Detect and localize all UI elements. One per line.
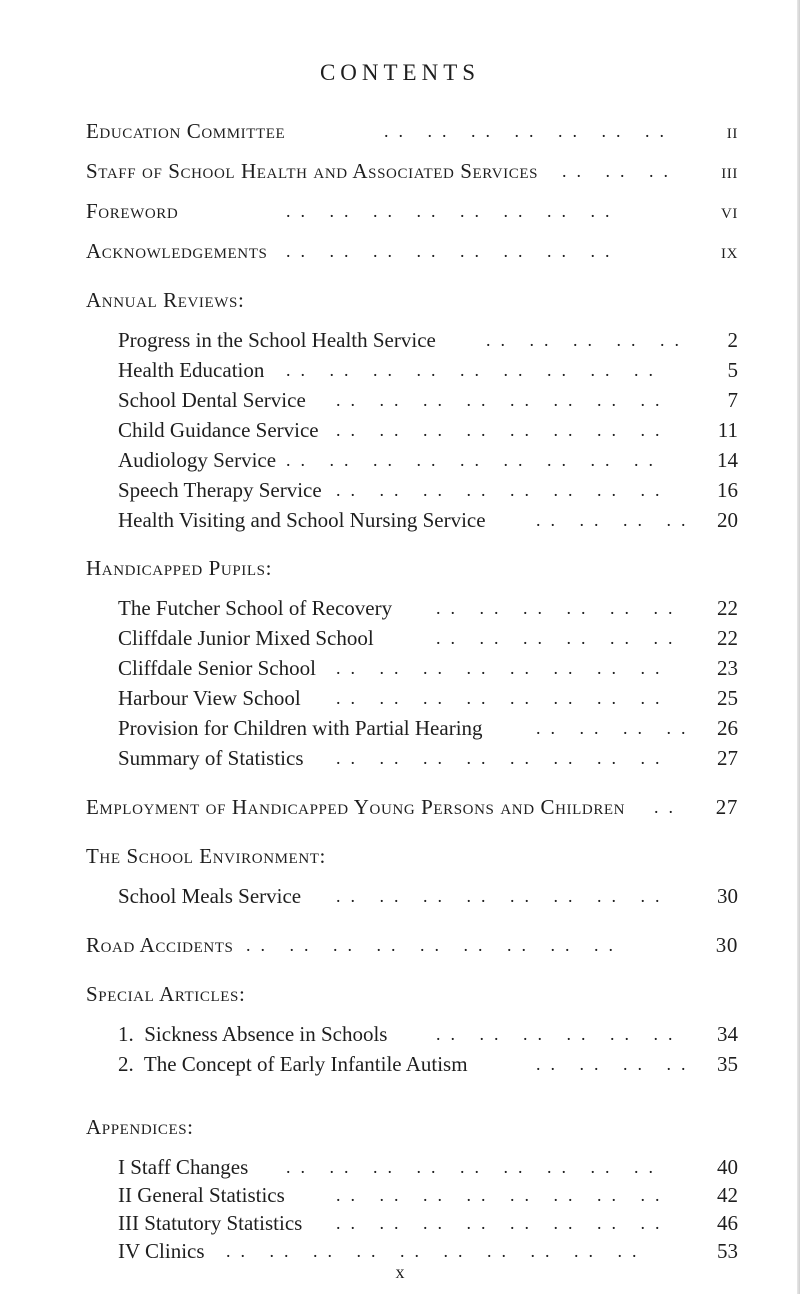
toc-entry[interactable] — [118, 683, 738, 713]
dot-leader: .. .. .. .. .. .. .. .. .. — [286, 450, 663, 470]
toc-page-number: 2 — [727, 328, 738, 352]
toc-entry[interactable] — [118, 1049, 738, 1079]
section-heading-school-environment: The School Environment: — [86, 844, 326, 868]
toc-entry-staff[interactable] — [86, 156, 738, 186]
section-heading-annual-reviews: Annual Reviews: — [86, 288, 245, 312]
toc-page-number: 22 — [717, 596, 738, 620]
page-folio: x — [395, 1262, 405, 1282]
dot-leader: .. .. .. .. .. — [486, 330, 689, 350]
dot-leader: .. .. .. .. .. .. — [436, 598, 683, 618]
toc-page-number: ii — [726, 119, 738, 143]
toc-entry[interactable] — [118, 325, 738, 355]
toc-entry[interactable] — [118, 713, 738, 743]
toc-entry-road-accidents[interactable] — [86, 930, 738, 960]
toc-entry[interactable] — [118, 1152, 738, 1182]
toc-entry-label: IV Clinics — [118, 1239, 205, 1263]
toc-entry-label: 2. The Concept of Early Infantile Autism — [118, 1052, 468, 1076]
page-title: CONTENTS — [319, 60, 481, 85]
dot-leader: .. .. .. .. — [536, 510, 696, 530]
toc-page-number: 40 — [717, 1155, 738, 1179]
dot-leader: .. .. .. .. .. .. .. .. — [336, 886, 670, 906]
dot-leader: .. .. .. .. .. .. .. .. — [286, 241, 620, 261]
toc-entry-label: Progress in the School Health Service — [118, 328, 436, 352]
dot-leader: .. .. .. .. — [536, 1054, 696, 1074]
section-heading-special-articles: Special Articles: — [86, 982, 246, 1006]
toc-entry-label: Health Education — [118, 358, 265, 382]
toc-entry[interactable] — [118, 415, 738, 445]
toc-page-number: 30 — [715, 933, 738, 957]
toc-page-number: vi — [720, 199, 738, 223]
dot-leader: .. .. .. .. .. .. .. — [384, 121, 674, 141]
toc-page-number: 5 — [727, 358, 738, 382]
dot-leader: .. .. .. .. .. .. .. .. .. — [286, 1157, 663, 1177]
toc-entry-acknowledgements[interactable] — [86, 236, 738, 266]
toc-entry-label: School Meals Service — [118, 884, 302, 908]
toc-entry-label: Harbour View School — [118, 686, 301, 710]
toc-page-number: 22 — [717, 626, 738, 650]
dot-leader: .. .. .. .. .. .. .. .. — [336, 1185, 670, 1205]
toc-page-number: 26 — [717, 716, 738, 740]
toc-page-number: 53 — [717, 1239, 738, 1263]
toc-entry[interactable] — [118, 743, 738, 773]
toc-page-number: 27 — [715, 795, 738, 819]
toc-entry-label: Staff of School Health and Associated Services — [86, 159, 539, 183]
toc-entry[interactable] — [118, 881, 738, 911]
toc-entry[interactable] — [118, 1019, 738, 1049]
toc-entry-label: Education Committee — [86, 119, 286, 143]
dot-leader: .. .. .. .. .. .. .. .. — [336, 390, 670, 410]
dot-leader: .. .. .. .. .. .. .. .. .. .. — [226, 1241, 647, 1261]
toc-entry-label: Speech Therapy Service — [118, 478, 322, 502]
dot-leader: .. .. .. .. .. .. .. .. — [336, 658, 670, 678]
toc-entry-label: Child Guidance Service — [118, 418, 319, 442]
toc-entry[interactable] — [118, 505, 738, 535]
toc-entry[interactable] — [118, 1180, 738, 1210]
dot-leader: .. .. .. .. .. .. .. .. — [336, 688, 670, 708]
toc-page-number: 23 — [717, 656, 738, 680]
toc-entry[interactable] — [118, 475, 738, 505]
toc-entry-employment[interactable] — [86, 792, 738, 822]
toc-entry-label: Foreword — [86, 199, 179, 223]
toc-entry-label: III Statutory Statistics — [118, 1211, 303, 1235]
toc-page-number: 14 — [717, 448, 738, 472]
toc-entry-foreword[interactable] — [86, 196, 738, 226]
toc-entry[interactable] — [118, 653, 738, 683]
toc-page-number: 30 — [717, 884, 738, 908]
toc-page-number: 11 — [717, 418, 738, 442]
dot-leader: .. .. .. .. .. .. .. .. — [336, 748, 670, 768]
toc-entry-label: Cliffdale Senior School — [118, 656, 316, 680]
toc-page-number: 7 — [727, 388, 738, 412]
dot-leader: .. .. .. .. — [536, 718, 696, 738]
toc-entry[interactable] — [118, 445, 738, 475]
toc-entry-label: Provision for Children with Partial Hearing — [118, 716, 483, 740]
toc-entry[interactable] — [118, 1208, 738, 1238]
toc-entry[interactable] — [118, 385, 738, 415]
dot-leader: .. .. .. .. .. .. .. .. .. — [246, 935, 623, 955]
toc-page-number: 20 — [717, 508, 738, 532]
toc-entry-label: The Futcher School of Recovery — [118, 596, 393, 620]
toc-entry[interactable] — [118, 593, 738, 623]
toc-entry-label: Road Accidents — [86, 933, 234, 957]
dot-leader: .. .. .. .. .. .. .. .. — [286, 201, 620, 221]
toc-entry-label: 1. Sickness Absence in Schools — [118, 1022, 388, 1046]
toc-entry-label: School Dental Service — [118, 388, 306, 412]
toc-page-number: 16 — [717, 478, 738, 502]
toc-entry-label: Acknowledgements — [86, 239, 268, 263]
dot-leader: .. .. .. .. .. .. .. .. — [336, 1213, 670, 1233]
toc-entry-education-committee[interactable] — [86, 116, 738, 146]
toc-entry-label: Health Visiting and School Nursing Service — [118, 508, 486, 532]
toc-entry-label: Cliffdale Junior Mixed School — [118, 626, 374, 650]
toc-entry-label: II General Statistics — [118, 1183, 285, 1207]
section-heading-appendices: Appendices: — [86, 1115, 194, 1139]
dot-leader: .. .. .. .. .. .. — [436, 628, 683, 648]
toc-page-number: 34 — [717, 1022, 738, 1046]
toc-page-number: 25 — [717, 686, 738, 710]
dot-leader: .. .. .. .. .. .. .. .. — [336, 480, 670, 500]
toc-page-number: 42 — [717, 1183, 738, 1207]
section-heading-handicapped-pupils: Handicapped Pupils: — [86, 556, 273, 580]
toc-page-number: 35 — [717, 1052, 738, 1076]
toc-entry-label: Audiology Service — [118, 448, 277, 472]
dot-leader: .. .. .. .. .. .. .. .. .. — [286, 360, 663, 380]
toc-entry[interactable] — [118, 355, 738, 385]
toc-entry-label: Employment of Handicapped Young Persons and Children — [86, 795, 626, 819]
dot-leader: .. — [654, 797, 683, 817]
toc-page-number: 27 — [717, 746, 738, 770]
toc-entry[interactable] — [118, 623, 738, 653]
toc-page-number: ix — [720, 239, 738, 263]
toc-page-number: iii — [721, 159, 738, 183]
dot-leader: .. .. .. .. .. .. .. .. — [336, 420, 670, 440]
dot-leader: .. .. .. .. .. .. — [436, 1024, 683, 1044]
toc-entry-label: I Staff Changes — [118, 1155, 249, 1179]
toc-page-number: 46 — [717, 1211, 738, 1235]
dot-leader: .. .. .. — [562, 161, 678, 181]
toc-entry-label: Summary of Statistics — [118, 746, 304, 770]
